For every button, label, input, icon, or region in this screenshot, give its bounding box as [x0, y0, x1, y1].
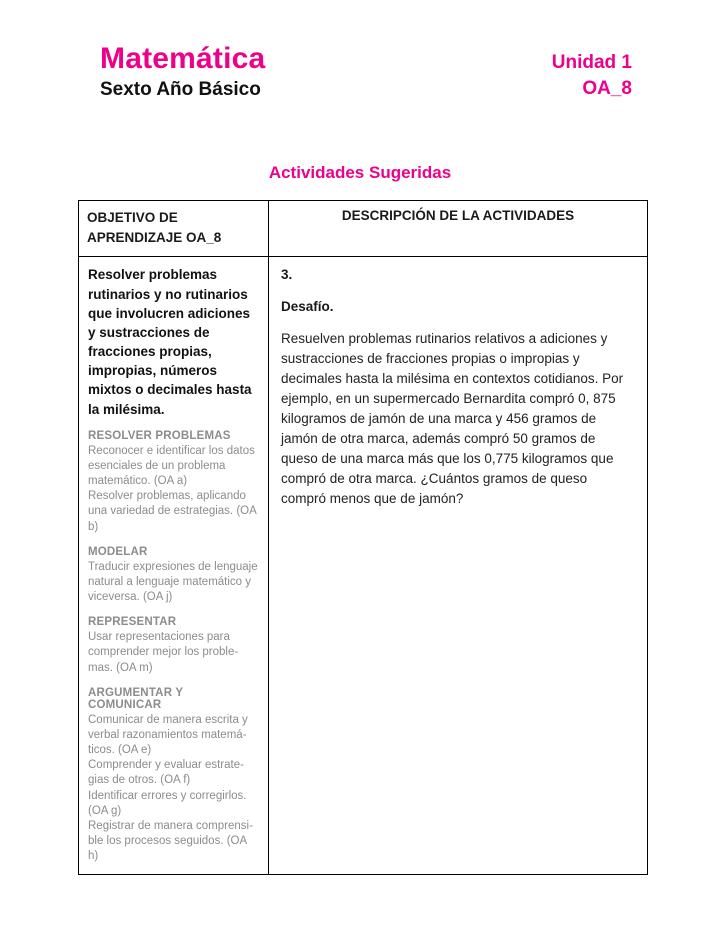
activity-description-cell [269, 257, 647, 874]
activity-body-text: Resuelven problemas rutinarios relativos a adiciones y sustracciones de fracciones propias o impropias y decimales hasta la milésima en contextos cotidianos. Por ejemplo, en un supermercado Bernardita compró 0, 875 kilogramos de jamón de una marca y 456 gramos de jamón de otra marca, además compró 50 gramos de queso de una marca más que los 0,775 kilogramos que compró de otra marca. ¿Cuántos gramos de queso compró menos que de jamón? [281, 331, 624, 507]
objective-cell [79, 257, 269, 874]
skill-group-title: MODELAR [88, 545, 148, 558]
skill-group-title: ARGUMENTAR Y COMUNICAR [88, 686, 184, 711]
page-title: Actividades Sugeridas [268, 163, 452, 183]
activity-number: 3. [281, 267, 293, 283]
skill-item: Comunicar de manera escrita y verbal razonamientos matemáticos. (OA e) [88, 713, 248, 757]
skill-group-title: RESOLVER PROBLEMAS [88, 429, 231, 442]
activities-table [78, 200, 648, 875]
skill-item: Reconocer e identificar los datos esenciales de un problema matemático. (OA a) [88, 444, 255, 487]
subject-title: Matemática [100, 42, 266, 75]
oa-code-label: OA_8 [582, 77, 632, 99]
unit-label: Unidad 1 [551, 52, 632, 73]
column-header-description: DESCRIPCIÓN DE LA ACTIVIDADES [269, 201, 647, 257]
header-left-block [100, 42, 265, 101]
skill-item: Comprender y evaluar estrategias de otros. (OA f) [88, 759, 244, 787]
document-header [0, 0, 720, 101]
grade-subtitle: Sexto Año Básico [100, 78, 261, 100]
skill-item: Usar representaciones para comprender mejor los problemas. (OA m) [88, 631, 239, 674]
column-header-objective: OBJETIVO DE APRENDIZAJE OA_8 [79, 201, 269, 257]
skill-item: Registrar de manera comprensible los procesos seguidos. (OA h) [88, 819, 253, 863]
skill-item: Identificar errores y corregirlos. (OA g) [88, 789, 247, 817]
objective-text: Resolver problemas rutinarios y no rutinarios que involucren adiciones y sustracciones de fracciones propias, impropias, números mixtos o decimales hasta la milésima. [88, 267, 252, 417]
activity-subtitle: Desafío. [281, 299, 334, 315]
skill-item: Resolver problemas, aplicando una variedad de estrategias. (OA b) [88, 490, 257, 533]
skill-item: Traducir expresiones de lenguaje natural a lenguaje matemático y viceversa. (OA j) [88, 560, 258, 604]
header-right-block [552, 42, 632, 101]
skill-group-resolver-problemas [88, 430, 259, 535]
skill-group-representar [88, 616, 259, 676]
skill-group-argumentar-comunicar [88, 687, 259, 865]
skill-group-modelar [88, 546, 259, 606]
skill-group-title: REPRESENTAR [88, 616, 177, 629]
